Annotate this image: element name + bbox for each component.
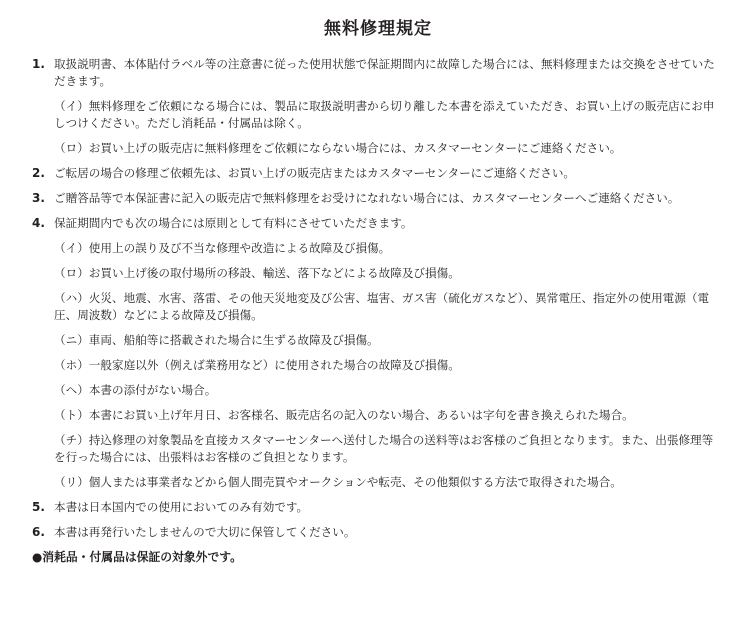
term-number: 2. (32, 166, 45, 180)
footer-note: ●消耗品・付属品は保証の対象外です。 (32, 550, 242, 564)
term-number: 5. (32, 500, 45, 514)
sub-term-item: （ト）本書にお買い上げ年月日、お客様名、販売店名の記入のない場合、あるいは字句を書き換えられた場合。 (54, 408, 634, 422)
term-number: 4. (32, 216, 45, 230)
term-item (32, 165, 724, 182)
sub-term-item: （ニ）車両、船舶等に搭載された場合に生ずる故障及び損傷。 (54, 333, 379, 347)
term-item (32, 190, 724, 207)
sub-term-item: （ヘ）本書の添付がない場合。 (54, 383, 217, 397)
terms-list (32, 56, 724, 541)
term-number: 6. (32, 525, 45, 539)
sub-term-item: （ロ）お買い上げの販売店に無料修理をご依頼にならない場合には、カスタマーセンターにご連絡ください。 (54, 141, 622, 155)
term-item (32, 56, 724, 157)
term-number: 3. (32, 191, 45, 205)
term-number: 1. (32, 57, 45, 71)
term-text: 本書は再発行いたしませんので大切に保管してください。 (54, 525, 356, 539)
page-title: 無料修理規定 (324, 19, 432, 39)
sub-term-item: （ハ）火災、地震、水害、落雷、その他天災地変及び公害、塩害、ガス害（硫化ガスなど）、異常電圧、指定外の使用電源（電圧、周波数）などによる故障及び損傷。 (54, 291, 710, 322)
term-item (32, 524, 724, 541)
term-item (32, 499, 724, 516)
term-item (32, 215, 724, 491)
sub-term-item: （イ）使用上の誤り及び不当な修理や改造による故障及び損傷。 (54, 241, 391, 255)
term-text: 保証期間内でも次の場合には原則として有料にさせていただきます。 (54, 216, 413, 230)
sub-term-item: （ホ）一般家庭以外（例えば業務用など）に使用された場合の故障及び損傷。 (54, 358, 460, 372)
sub-term-item: （イ）無料修理をご依頼になる場合には、製品に取扱説明書から切り離した本書を添えていただき、お買い上げの販売店にお申しつけください。ただし消耗品・付属品は除く。 (54, 99, 715, 130)
sub-term-list (54, 98, 724, 157)
sub-term-item: （チ）持込修理の対象製品を直接カスタマーセンターへ送付した場合の送料等はお客様のご負担となります。また、出張修理等を行った場合には、出張料はお客様のご負担となります。 (54, 433, 714, 464)
sub-term-item: （リ）個人または事業者などから個人間売買やオークションや転売、その他類似する方法で取得された場合。 (54, 475, 622, 489)
sub-term-list (54, 240, 724, 491)
term-text: ご贈答品等で本保証書に記入の販売店で無料修理をお受けになれない場合には、カスタマーセンターへご連絡ください。 (54, 191, 680, 205)
term-text: 取扱説明書、本体貼付ラベル等の注意書に従った使用状態で保証期間内に故障した場合には、無料修理または交換をさせていただきます。 (54, 57, 715, 88)
term-text: 本書は日本国内での使用においてのみ有効です。 (54, 500, 309, 514)
sub-term-item: （ロ）お買い上げ後の取付場所の移設、輸送、落下などによる故障及び損傷。 (54, 266, 460, 280)
term-text: ご転居の場合の修理ご依頼先は、お買い上げの販売店またはカスタマーセンターにご連絡ください。 (54, 166, 576, 180)
